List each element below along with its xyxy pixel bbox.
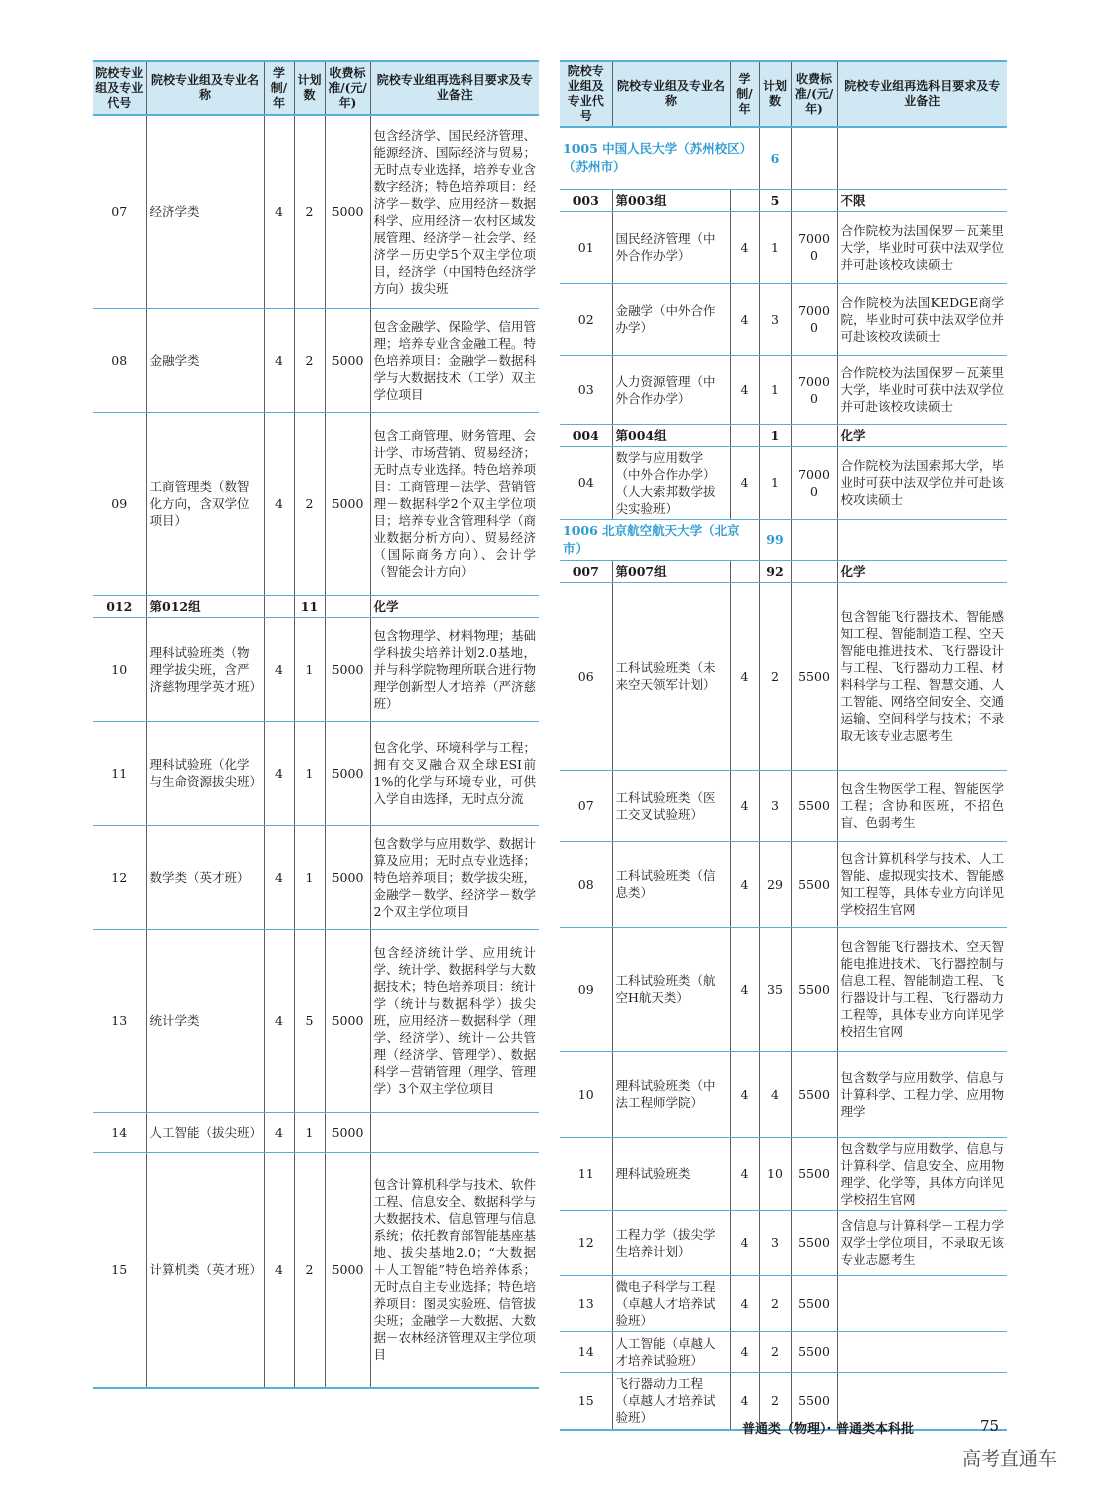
name-cell: 理科试验班类（中法工程师学院）	[612, 1051, 730, 1137]
plan-cell: 2	[294, 308, 325, 412]
notes-cell	[837, 1275, 1007, 1331]
code-cell: 07	[560, 770, 612, 841]
notes-cell: 化学	[837, 424, 1007, 446]
plan-cell: 3	[759, 283, 791, 355]
years-cell: 4	[264, 115, 294, 308]
name-cell: 工商管理类（数智化方向，含双学位项目）	[146, 412, 264, 595]
fee-cell: 5500	[791, 1210, 837, 1275]
name-cell: 理科试验班（化学与生命资源拔尖班）	[146, 721, 264, 825]
plan-cell: 92	[759, 560, 791, 582]
years-cell: 4	[264, 412, 294, 595]
notes-cell: 化学	[370, 595, 539, 617]
header-name: 院校专业组及专业名称	[146, 61, 264, 115]
name-cell: 第004组	[612, 424, 730, 446]
years-cell: 4	[730, 841, 759, 927]
code-cell: 04	[560, 446, 612, 519]
fee-cell: 5500	[791, 1275, 837, 1331]
fee-cell	[791, 560, 837, 582]
code-cell: 13	[93, 929, 146, 1112]
code-cell: 03	[560, 355, 612, 424]
major-row	[93, 825, 539, 929]
fee-cell	[325, 595, 370, 617]
years-cell: 4	[730, 1051, 759, 1137]
major-row	[560, 582, 1007, 770]
group-row	[560, 189, 1007, 211]
code-cell: 11	[560, 1137, 612, 1210]
fee-cell: 5000	[325, 929, 370, 1112]
years-cell: 4	[264, 929, 294, 1112]
years-cell: 4	[730, 1210, 759, 1275]
header-notes: 院校专业组再选科目要求及专业备注	[370, 61, 539, 115]
university-name: 中国人民大学（苏州校区）（苏州市）	[563, 141, 753, 175]
notes-cell: 包含智能飞行器技术、智能感知工程、智能制造工程、空天智能电推进技术、飞行器设计与工程、飞行器动力工程、材料科学与工程、智慧交通、人工智能、网络空间安全、交通运输、空间科学与技术；不录取无该专业志愿考生	[837, 582, 1007, 770]
code-cell: 12	[93, 825, 146, 929]
name-cell: 统计学类	[146, 929, 264, 1112]
years-cell: 4	[730, 1137, 759, 1210]
years-cell: 4	[730, 446, 759, 519]
code-cell: 08	[93, 308, 146, 412]
code-cell: 08	[560, 841, 612, 927]
fee-cell: 70000	[791, 355, 837, 424]
notes-cell: 包含物理学、材料物理；基础学科拔尖培养计划2.0基地，并与科学院物理所联合进行物理学创新型人才培养（严济慈班）	[370, 617, 539, 721]
plan-cell: 1	[294, 721, 325, 825]
plan-cell: 2	[759, 582, 791, 770]
plan-cell: 29	[759, 841, 791, 927]
code-cell: 13	[560, 1275, 612, 1331]
notes-cell: 包含数学与应用数学、信息与计算科学、信息安全、应用物理学、化学等，具体方向详见学校招生官网	[837, 1137, 1007, 1210]
years-cell	[730, 424, 759, 446]
code-cell: 003	[560, 189, 612, 211]
fee-cell	[791, 189, 837, 211]
header-years: 学制/年	[730, 61, 759, 127]
plan-cell: 6	[759, 127, 791, 189]
major-row	[560, 211, 1007, 283]
batch-label: 普通类（物理）· 普通类本科批	[742, 1422, 914, 1437]
header-fee: 收费标准/(元/年)	[325, 61, 370, 115]
plan-cell: 2	[294, 115, 325, 308]
plan-cell: 2	[759, 1331, 791, 1372]
name-cell: 工科试验班类（航空H航天类）	[612, 927, 730, 1051]
fee-cell	[791, 424, 837, 446]
major-row	[93, 1112, 539, 1152]
university-code: 1006	[563, 522, 598, 538]
university-name-cell	[560, 519, 759, 560]
major-row	[560, 1210, 1007, 1275]
name-cell: 理科试验班类	[612, 1137, 730, 1210]
header-plan: 计划数	[294, 61, 325, 115]
fee-cell: 5500	[791, 1137, 837, 1210]
years-cell: 4	[264, 825, 294, 929]
major-row	[560, 841, 1007, 927]
notes-cell: 包含智能飞行器技术、空天智能电推进技术、飞行器控制与信息工程、智能制造工程、飞行器设计与工程、飞行器动力工程等，具体专业方向详见学校招生官网	[837, 927, 1007, 1051]
notes-cell: 化学	[837, 560, 1007, 582]
notes-cell: 包含计算机科学与技术、软件工程、信息安全、数据科学与大数据技术、信息管理与信息系统；依托教育部智能基座基地、拔尖基地2.0；“大数据＋人工智能”特色培养体系；无时点自主专业选择；特色培养项目：图灵实验班、信管拔尖班；金融学－大数据、大数据－农林经济管理双主学位项目	[370, 1152, 539, 1388]
code-cell: 14	[93, 1112, 146, 1152]
fee-cell: 5000	[325, 412, 370, 595]
university-name-cell	[560, 127, 759, 189]
code-cell: 15	[560, 1372, 612, 1430]
name-cell: 金融学（中外合作办学）	[612, 283, 730, 355]
table-header-row	[560, 61, 1007, 127]
code-cell: 10	[93, 617, 146, 721]
code-cell: 01	[560, 211, 612, 283]
code-cell: 09	[93, 412, 146, 595]
plan-cell: 2	[759, 1372, 791, 1430]
years-cell	[730, 189, 759, 211]
university-code: 1005	[563, 141, 598, 157]
right-table-body	[560, 127, 1007, 1430]
group-row	[560, 424, 1007, 446]
name-cell: 工科试验班类（医工交叉试验班）	[612, 770, 730, 841]
notes-cell	[837, 1331, 1007, 1372]
years-cell	[264, 595, 294, 617]
plan-cell: 11	[294, 595, 325, 617]
plan-cell: 1	[294, 1112, 325, 1152]
fee-cell: 5500	[791, 770, 837, 841]
header-notes: 院校专业组再选科目要求及专业备注	[837, 61, 1007, 127]
major-row	[93, 115, 539, 308]
notes-cell: 合作院校为法国KEDGE商学院，毕业时可获中法双学位并可赴该校攻读硕士	[837, 283, 1007, 355]
code-cell: 15	[93, 1152, 146, 1388]
fee-cell: 5000	[325, 617, 370, 721]
code-cell: 06	[560, 582, 612, 770]
fee-cell: 5500	[791, 1331, 837, 1372]
notes-cell: 包含经济统计学、应用统计学、统计学、数据科学与大数据技术；特色培养项目：统计学（统计与数据科学）拔尖班，应用经济－数据科学（理学、经济学）、统计－公共管理（经济学、管理学）、数据科学－营销管理（理学、管理学）3个双主学位项目	[370, 929, 539, 1112]
plan-cell: 1	[759, 424, 791, 446]
name-cell: 理科试验班类（物理学拔尖班，含严济慈物理学英才班）	[146, 617, 264, 721]
major-row	[93, 617, 539, 721]
notes-cell	[370, 1112, 539, 1152]
years-cell: 4	[264, 308, 294, 412]
fee-cell: 5000	[325, 721, 370, 825]
years-cell: 4	[730, 1372, 759, 1430]
university-name: 北京航空航天大学（北京市）	[563, 522, 740, 556]
years-cell: 4	[264, 1112, 294, 1152]
notes-cell: 包含数学与应用数学、信息与计算科学、工程力学、应用物理学	[837, 1051, 1007, 1137]
notes-cell: 包含化学、环境科学与工程；拥有交叉融合双全球ESI前1%的化学与环境专业，可供入学自由选择，无时点分流	[370, 721, 539, 825]
notes-cell: 不限	[837, 189, 1007, 211]
years-cell: 4	[264, 617, 294, 721]
notes-cell: 包含数学与应用数学、数据计算及应用；无时点专业选择；特色培养项目；数学拔尖班，金融学－数学、经济学－数学2个双主学位项目	[370, 825, 539, 929]
major-row	[93, 308, 539, 412]
notes-cell: 含信息与计算科学－工程力学双学士学位项目，不录取无该专业志愿考生	[837, 1210, 1007, 1275]
name-cell: 第007组	[612, 560, 730, 582]
code-cell: 007	[560, 560, 612, 582]
major-row	[93, 1152, 539, 1388]
notes-cell: 包含生物医学工程、智能医学工程；含协和医班，不招色盲、色弱考生	[837, 770, 1007, 841]
header-code: 院校专业组及专业代号	[93, 61, 146, 115]
plan-cell: 35	[759, 927, 791, 1051]
major-row	[560, 283, 1007, 355]
name-cell: 人工智能（卓越人才培养试验班）	[612, 1331, 730, 1372]
code-cell: 012	[93, 595, 146, 617]
plan-cell: 1	[294, 617, 325, 721]
name-cell: 人工智能（拔尖班）	[146, 1112, 264, 1152]
name-cell: 工科试验班类（信息类）	[612, 841, 730, 927]
code-cell: 12	[560, 1210, 612, 1275]
group-row	[93, 595, 539, 617]
name-cell: 第003组	[612, 189, 730, 211]
notes-cell	[837, 127, 1007, 189]
name-cell: 人力资源管理（中外合作办学）	[612, 355, 730, 424]
notes-cell: 合作院校为法国保罗－瓦莱里大学，毕业时可获中法双学位并可赴该校攻读硕士	[837, 211, 1007, 283]
plan-cell: 4	[759, 1051, 791, 1137]
code-cell: 10	[560, 1051, 612, 1137]
code-cell: 02	[560, 283, 612, 355]
fee-cell: 70000	[791, 446, 837, 519]
major-row	[560, 1051, 1007, 1137]
major-row	[560, 927, 1007, 1051]
code-cell: 004	[560, 424, 612, 446]
years-cell: 4	[730, 355, 759, 424]
plan-cell: 3	[759, 770, 791, 841]
page-number: 75	[980, 1417, 1000, 1435]
plan-cell: 5	[294, 929, 325, 1112]
code-cell: 14	[560, 1331, 612, 1372]
table-header-row	[93, 61, 539, 115]
code-cell: 11	[93, 721, 146, 825]
header-fee: 收费标准/(元/年)	[791, 61, 837, 127]
left-table-body	[93, 115, 539, 1388]
years-cell: 4	[730, 582, 759, 770]
years-cell: 4	[730, 927, 759, 1051]
years-cell: 4	[264, 721, 294, 825]
header-code: 院校专业组及专业代号	[560, 61, 612, 127]
plan-cell: 2	[759, 1275, 791, 1331]
fee-cell: 70000	[791, 283, 837, 355]
years-cell: 4	[730, 211, 759, 283]
name-cell: 经济学类	[146, 115, 264, 308]
header-name: 院校专业组及专业名称	[612, 61, 730, 127]
notes-cell: 包含经济学、国民经济管理、能源经济、国际经济与贸易；无时点专业选择，培养专业含数字经济；特色培养项目：经济学－数学、应用经济－数据科学、应用经济－农村区域发展管理、经济学－社会学、经济学－历史学5个双主学位项目，经济学（中国特色经济学方向）拔尖班	[370, 115, 539, 308]
name-cell: 工科试验班类（未来空天领军计划）	[612, 582, 730, 770]
source-watermark: 高考直通车	[962, 1448, 1058, 1470]
university-row	[560, 127, 1007, 189]
years-cell: 4	[730, 770, 759, 841]
notes-cell: 包含工商管理、财务管理、会计学、市场营销、贸易经济；无时点专业选择。特色培养项目：工商管理－法学、营销管理－数据科学2个双主学位项目；培养专业含管理科学（商业数据分析方向）、贸易经济（国际商务方向）、会计学（智能会计方向）	[370, 412, 539, 595]
notes-cell: 包含金融学、保险学、信用管理；培养专业含金融工程。特色培养项目：金融学－数据科学与大数据技术（工学）双主学位项目	[370, 308, 539, 412]
major-row	[560, 770, 1007, 841]
major-row	[93, 412, 539, 595]
plan-cell: 99	[759, 519, 791, 560]
code-cell: 07	[93, 115, 146, 308]
fee-cell	[791, 127, 837, 189]
plan-cell: 1	[759, 446, 791, 519]
years-cell: 4	[264, 1152, 294, 1388]
plan-cell: 10	[759, 1137, 791, 1210]
major-row	[560, 1331, 1007, 1372]
major-row	[560, 1137, 1007, 1210]
notes-cell: 包含计算机科学与技术、人工智能、虚拟现实技术、智能感知工程等，具体专业方向详见学校招生官网	[837, 841, 1007, 927]
name-cell: 计算机类（英才班）	[146, 1152, 264, 1388]
code-cell: 09	[560, 927, 612, 1051]
name-cell: 数学与应用数学（中外合作办学）（人大索邦数学拔尖实验班）	[612, 446, 730, 519]
fee-cell: 5000	[325, 1112, 370, 1152]
name-cell: 第012组	[146, 595, 264, 617]
plan-cell: 1	[294, 825, 325, 929]
major-row	[93, 929, 539, 1112]
major-row	[93, 721, 539, 825]
plan-cell: 2	[294, 412, 325, 595]
major-row	[560, 355, 1007, 424]
major-row	[560, 446, 1007, 519]
name-cell: 微电子科学与工程（卓越人才培养试验班）	[612, 1275, 730, 1331]
fee-cell: 5000	[325, 1152, 370, 1388]
years-cell: 4	[730, 283, 759, 355]
name-cell: 数学类（英才班）	[146, 825, 264, 929]
right-admission-table	[560, 60, 1007, 1431]
fee-cell: 5000	[325, 308, 370, 412]
plan-cell: 3	[759, 1210, 791, 1275]
fee-cell: 5500	[791, 582, 837, 770]
plan-cell: 1	[759, 355, 791, 424]
fee-cell: 5000	[325, 115, 370, 308]
university-row	[560, 519, 1007, 560]
notes-cell	[837, 519, 1007, 560]
fee-cell: 5500	[791, 1051, 837, 1137]
years-cell: 4	[730, 1331, 759, 1372]
notes-cell: 合作院校为法国索邦大学，毕业时可获中法双学位并可赴该校攻读硕士	[837, 446, 1007, 519]
fee-cell: 5000	[325, 825, 370, 929]
name-cell: 金融学类	[146, 308, 264, 412]
major-row	[560, 1275, 1007, 1331]
years-cell: 4	[730, 1275, 759, 1331]
years-cell	[730, 560, 759, 582]
fee-cell	[791, 519, 837, 560]
name-cell: 国民经济管理（中外合作办学）	[612, 211, 730, 283]
plan-cell: 5	[759, 189, 791, 211]
fee-cell: 5500	[791, 1372, 837, 1430]
notes-cell: 合作院校为法国保罗－瓦莱里大学，毕业时可获中法双学位并可赴该校攻读硕士	[837, 355, 1007, 424]
fee-cell: 5500	[791, 927, 837, 1051]
header-plan: 计划数	[759, 61, 791, 127]
plan-cell: 2	[294, 1152, 325, 1388]
left-admission-table	[93, 60, 539, 1389]
name-cell: 工程力学（拔尖学生培养计划）	[612, 1210, 730, 1275]
fee-cell: 70000	[791, 211, 837, 283]
plan-cell: 1	[759, 211, 791, 283]
name-cell: 飞行器动力工程（卓越人才培养试验班）	[612, 1372, 730, 1430]
header-years: 学制/年	[264, 61, 294, 115]
group-row	[560, 560, 1007, 582]
fee-cell: 5500	[791, 841, 837, 927]
